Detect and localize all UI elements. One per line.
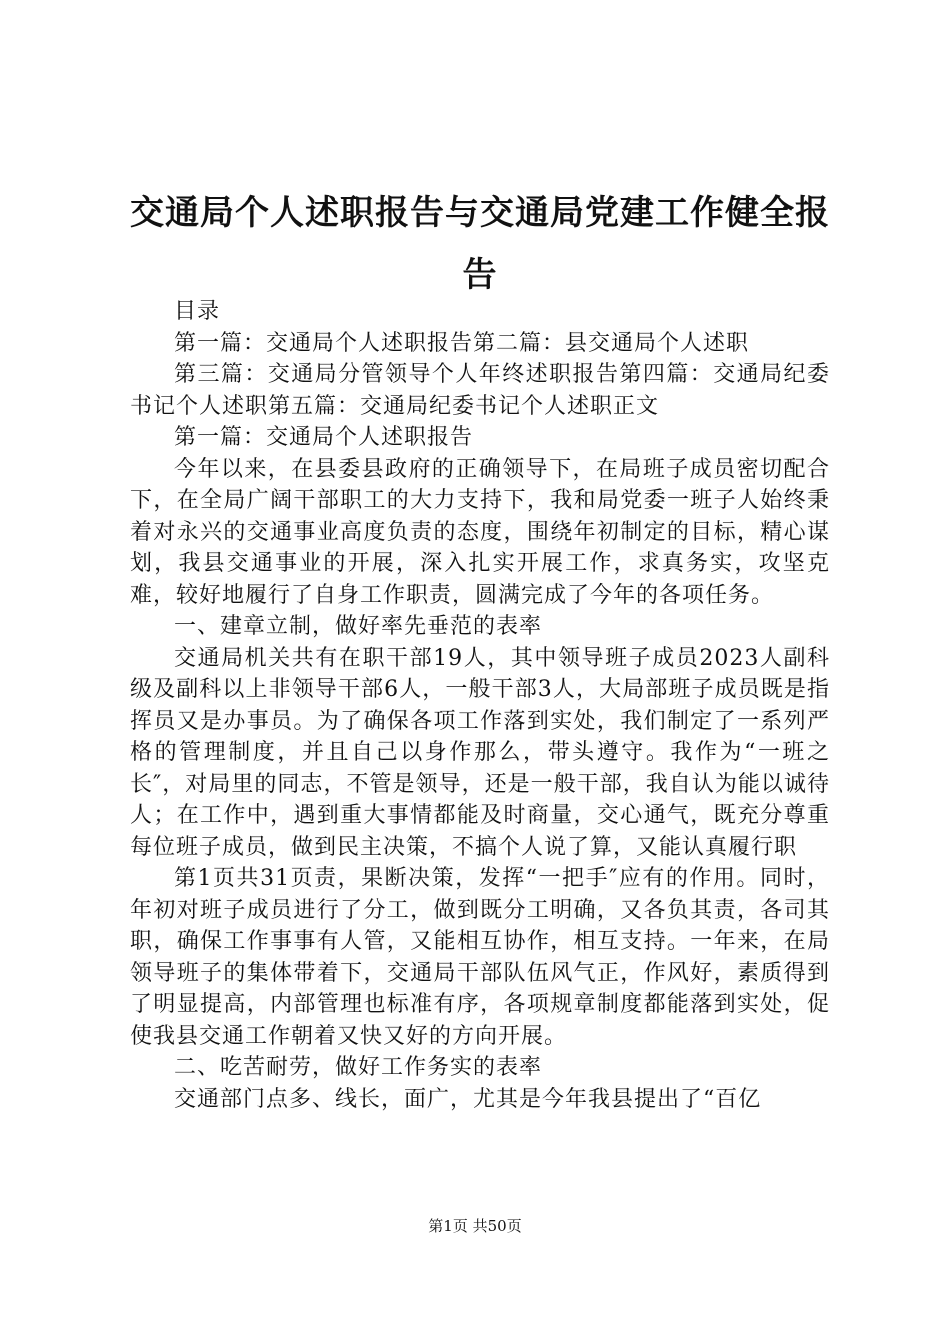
page-footer: 第1页 共50页 <box>428 1217 522 1235</box>
toc-line: 第一篇：交通局个人述职报告第二篇：县交通局个人述职 <box>174 330 750 356</box>
section-heading: 二、吃苦耐劳，做好工作务实的表率 <box>174 1055 543 1080</box>
toc-line: 第三篇：交通局分管领导个人年终述职报告第四篇：交通局纪委书记个人述职第五篇：交通局纪委书记个人述职正文 <box>130 362 830 419</box>
document-body <box>130 296 830 1115</box>
section-heading: 一、建章立制，做好率先垂范的表率 <box>174 614 543 639</box>
body-paragraph: 交通部门点多、线长，面广，尤其是今年我县提出了“百亿 <box>174 1086 762 1112</box>
body-paragraph: 交通局机关共有在职干部19人，其中领导班子成员2023人副科级及副科以上非领导干部6人，一般干部3人，大局部班子成员既是指挥员又是办事员。为了确保各项工作落到实处，我们制定了一系列严格的管理制度，并且自己以身作那么，带头遵守。我作为“一班之长″，对局里的同志，不管是领导，还是一般干部，我自认为能以诚待人；在工作中，遇到重大事情都能及时商量，交心通气，既充分尊重每位班子成员，做到民主决策，不搞个人说了算，又能认真履行职 <box>130 645 830 860</box>
section-heading: 第一篇：交通局个人述职报告 <box>174 425 474 450</box>
toc-heading: 目录 <box>174 299 221 324</box>
body-paragraph: 第1页共31页责，果断决策，发挥“一把手″应有的作用。同时，年初对班子成员进行了分工，做到既分工明确，又各负其责，各司其职，确保工作事事有人管，又能相互协作，相互支持。一年来，在局领导班子的集体带着下，交通局干部队伍风气正，作风好，素质得到了明显提高，内部管理也标准有序，各项规章制度都能落到实处，促使我县交通工作朝着又快又好的方向开展。 <box>130 866 830 1049</box>
document-title: 交通局个人述职报告与交通局党建工作健全报告 <box>130 193 830 295</box>
body-paragraph: 今年以来，在县委县政府的正确领导下，在局班子成员密切配合下，在全局广阔干部职工的大力支持下，我和局党委一班子人始终秉着对永兴的交通事业高度负责的态度，围绕年初制定的目标，精心谋划，我县交通事业的开展，深入扎实开展工作，求真务实，攻坚克难，较好地履行了自身工作职责，圆满完成了今年的各项任务。 <box>130 456 830 608</box>
